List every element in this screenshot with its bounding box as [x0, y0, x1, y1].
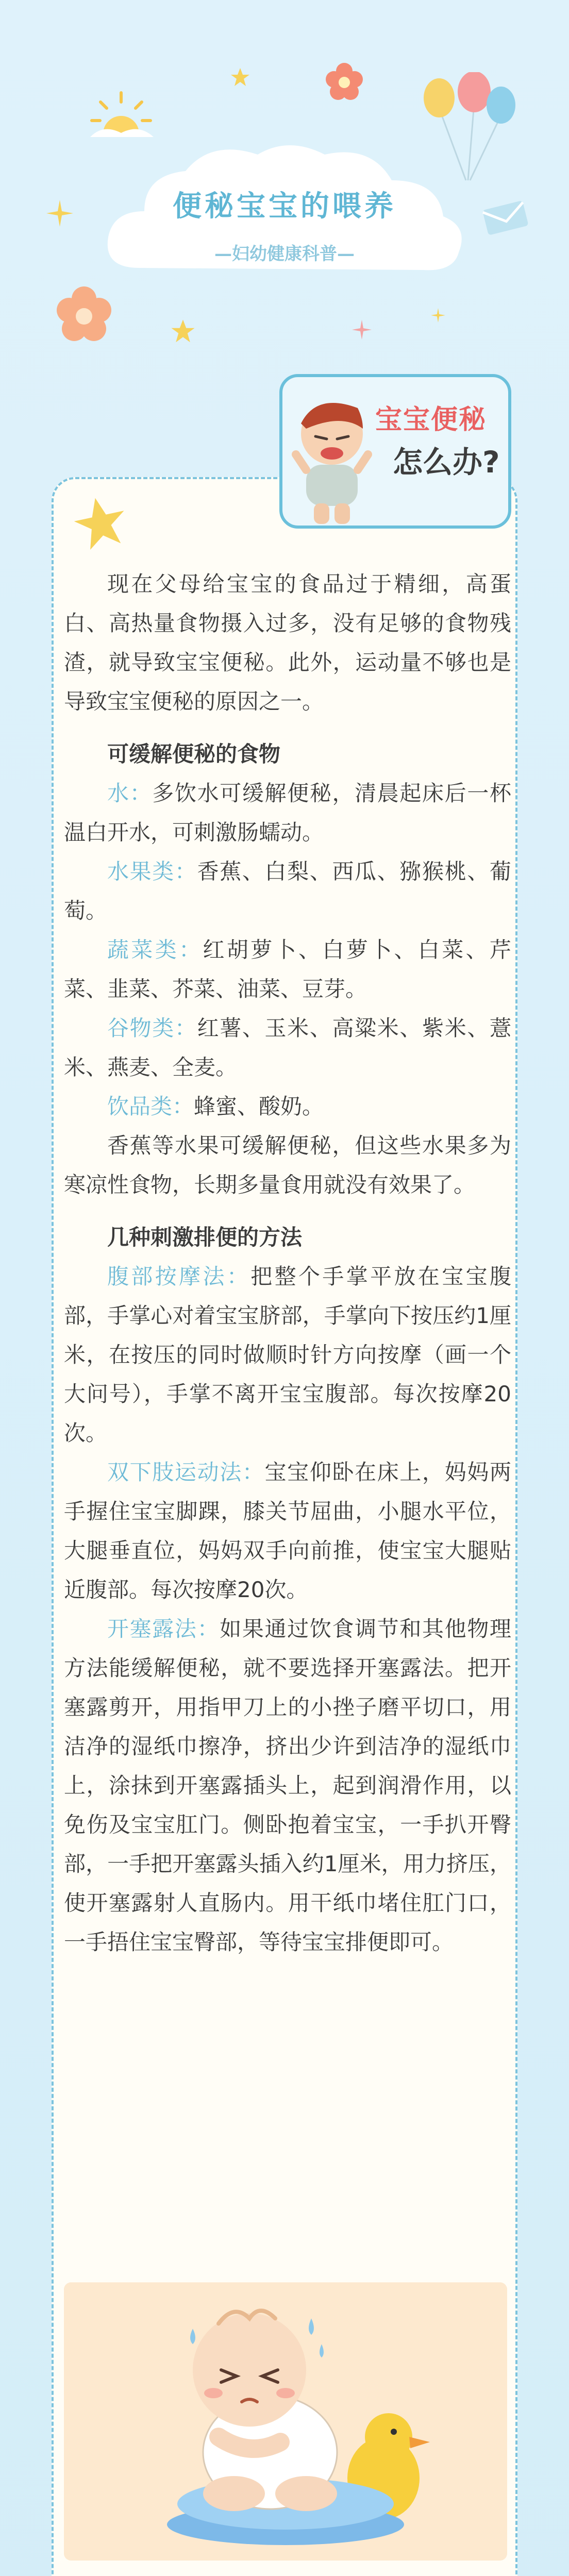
food-text: 红薯、玉米、高粱米、紫米、薏米、燕麦、全麦。	[64, 1015, 511, 1080]
method-item	[64, 1453, 511, 1609]
sparkle-icon	[350, 318, 373, 341]
star-icon	[72, 495, 129, 551]
method-label: 双下肢运动法：	[107, 1460, 265, 1485]
food-item	[64, 774, 511, 852]
food-label: 水：	[107, 781, 153, 806]
foods-note: 香蕉等水果可缓解便秘，但这些水果多为寒凉性食物，长期多量食用就没有效果了。	[64, 1133, 511, 1197]
food-item	[64, 1087, 511, 1126]
method-text: 宝宝仰卧在床上，妈妈两手握住宝宝脚踝，膝关节屈曲，小腿水平位，大腿垂直位，妈妈双手向前推，使宝宝大腿贴近腹部。每次按摩20次。	[64, 1460, 511, 1602]
badge-subtitle: 怎么办?	[393, 445, 500, 480]
food-label: 谷物类：	[107, 1015, 197, 1041]
flower-icon	[56, 286, 112, 343]
food-item	[64, 1009, 511, 1087]
foods-heading: 可缓解便秘的食物	[107, 741, 281, 767]
header	[103, 139, 466, 294]
methods-heading: 几种刺激排便的方法	[107, 1225, 303, 1250]
star-icon	[230, 67, 250, 88]
intro-paragraph: 现在父母给宝宝的食品过于精细，高蛋白、高热量食物摄入过多，没有足够的食物残渣，就导致宝宝便秘。此外，运动量不够也是导致宝宝便秘的原因之一。	[64, 571, 511, 714]
food-text: 红胡萝卜、白萝卜、白菜、芹菜、韭菜、芥菜、油菜、豆芽。	[64, 937, 511, 1002]
baby-on-potty-image	[64, 2282, 507, 2561]
baby-potty-illustration	[64, 2282, 507, 2561]
food-label: 蔬菜类：	[107, 937, 203, 962]
sparkle-icon	[430, 307, 446, 324]
food-text: 多饮水可缓解便秘，清晨起床后一杯温白开水，可刺激肠蠕动。	[64, 781, 511, 845]
food-label: 饮品类：	[107, 1094, 194, 1119]
method-label: 腹部按摩法：	[107, 1264, 251, 1289]
method-label: 开塞露法：	[107, 1616, 220, 1641]
crying-baby-icon	[286, 387, 378, 527]
sparkle-icon	[44, 198, 75, 229]
topic-badge	[279, 374, 511, 529]
badge-title: 宝宝便秘	[375, 404, 487, 435]
food-item	[64, 852, 511, 930]
food-label: 水果类：	[107, 859, 197, 884]
food-item	[64, 930, 511, 1009]
method-item	[64, 1609, 511, 1962]
page-subtitle: —妇幼健康科普—	[214, 244, 355, 264]
envelope-icon	[479, 196, 531, 237]
food-text: 香蕉、白梨、西瓜、猕猴桃、葡萄。	[64, 859, 511, 923]
method-item	[64, 1257, 511, 1453]
article-body	[64, 565, 511, 1962]
flower-icon	[324, 61, 365, 102]
method-text: 把整个手掌平放在宝宝腹部，手掌心对着宝宝脐部，手掌向下按压约1厘米，在按压的同时做顺时针方向按摩（画一个大问号），手掌不离开宝宝腹部。每次按摩20次。	[64, 1264, 511, 1446]
method-text: 如果通过饮食调节和其他物理方法能缓解便秘，就不要选择开塞露法。把开塞露剪开，用指甲刀上的小挫子磨平切口，用洁净的湿纸巾擦净，挤出少许到洁净的湿纸巾上，涂抹到开塞露插头上，起到润滑作用，以免伤及宝宝肛门。侧卧抱着宝宝，一手扒开臀部，一手把开塞露头插入约1厘米，用力挤压，使开塞露射人直肠内。用干纸巾堵住肛门口，一手捂住宝宝臀部，等待宝宝排便即可。	[64, 1616, 511, 1955]
sun-icon	[82, 88, 160, 144]
star-icon	[170, 318, 196, 344]
page-title: 便秘宝宝的喂养	[173, 190, 396, 223]
food-text: 蜂蜜、酸奶。	[194, 1094, 324, 1119]
